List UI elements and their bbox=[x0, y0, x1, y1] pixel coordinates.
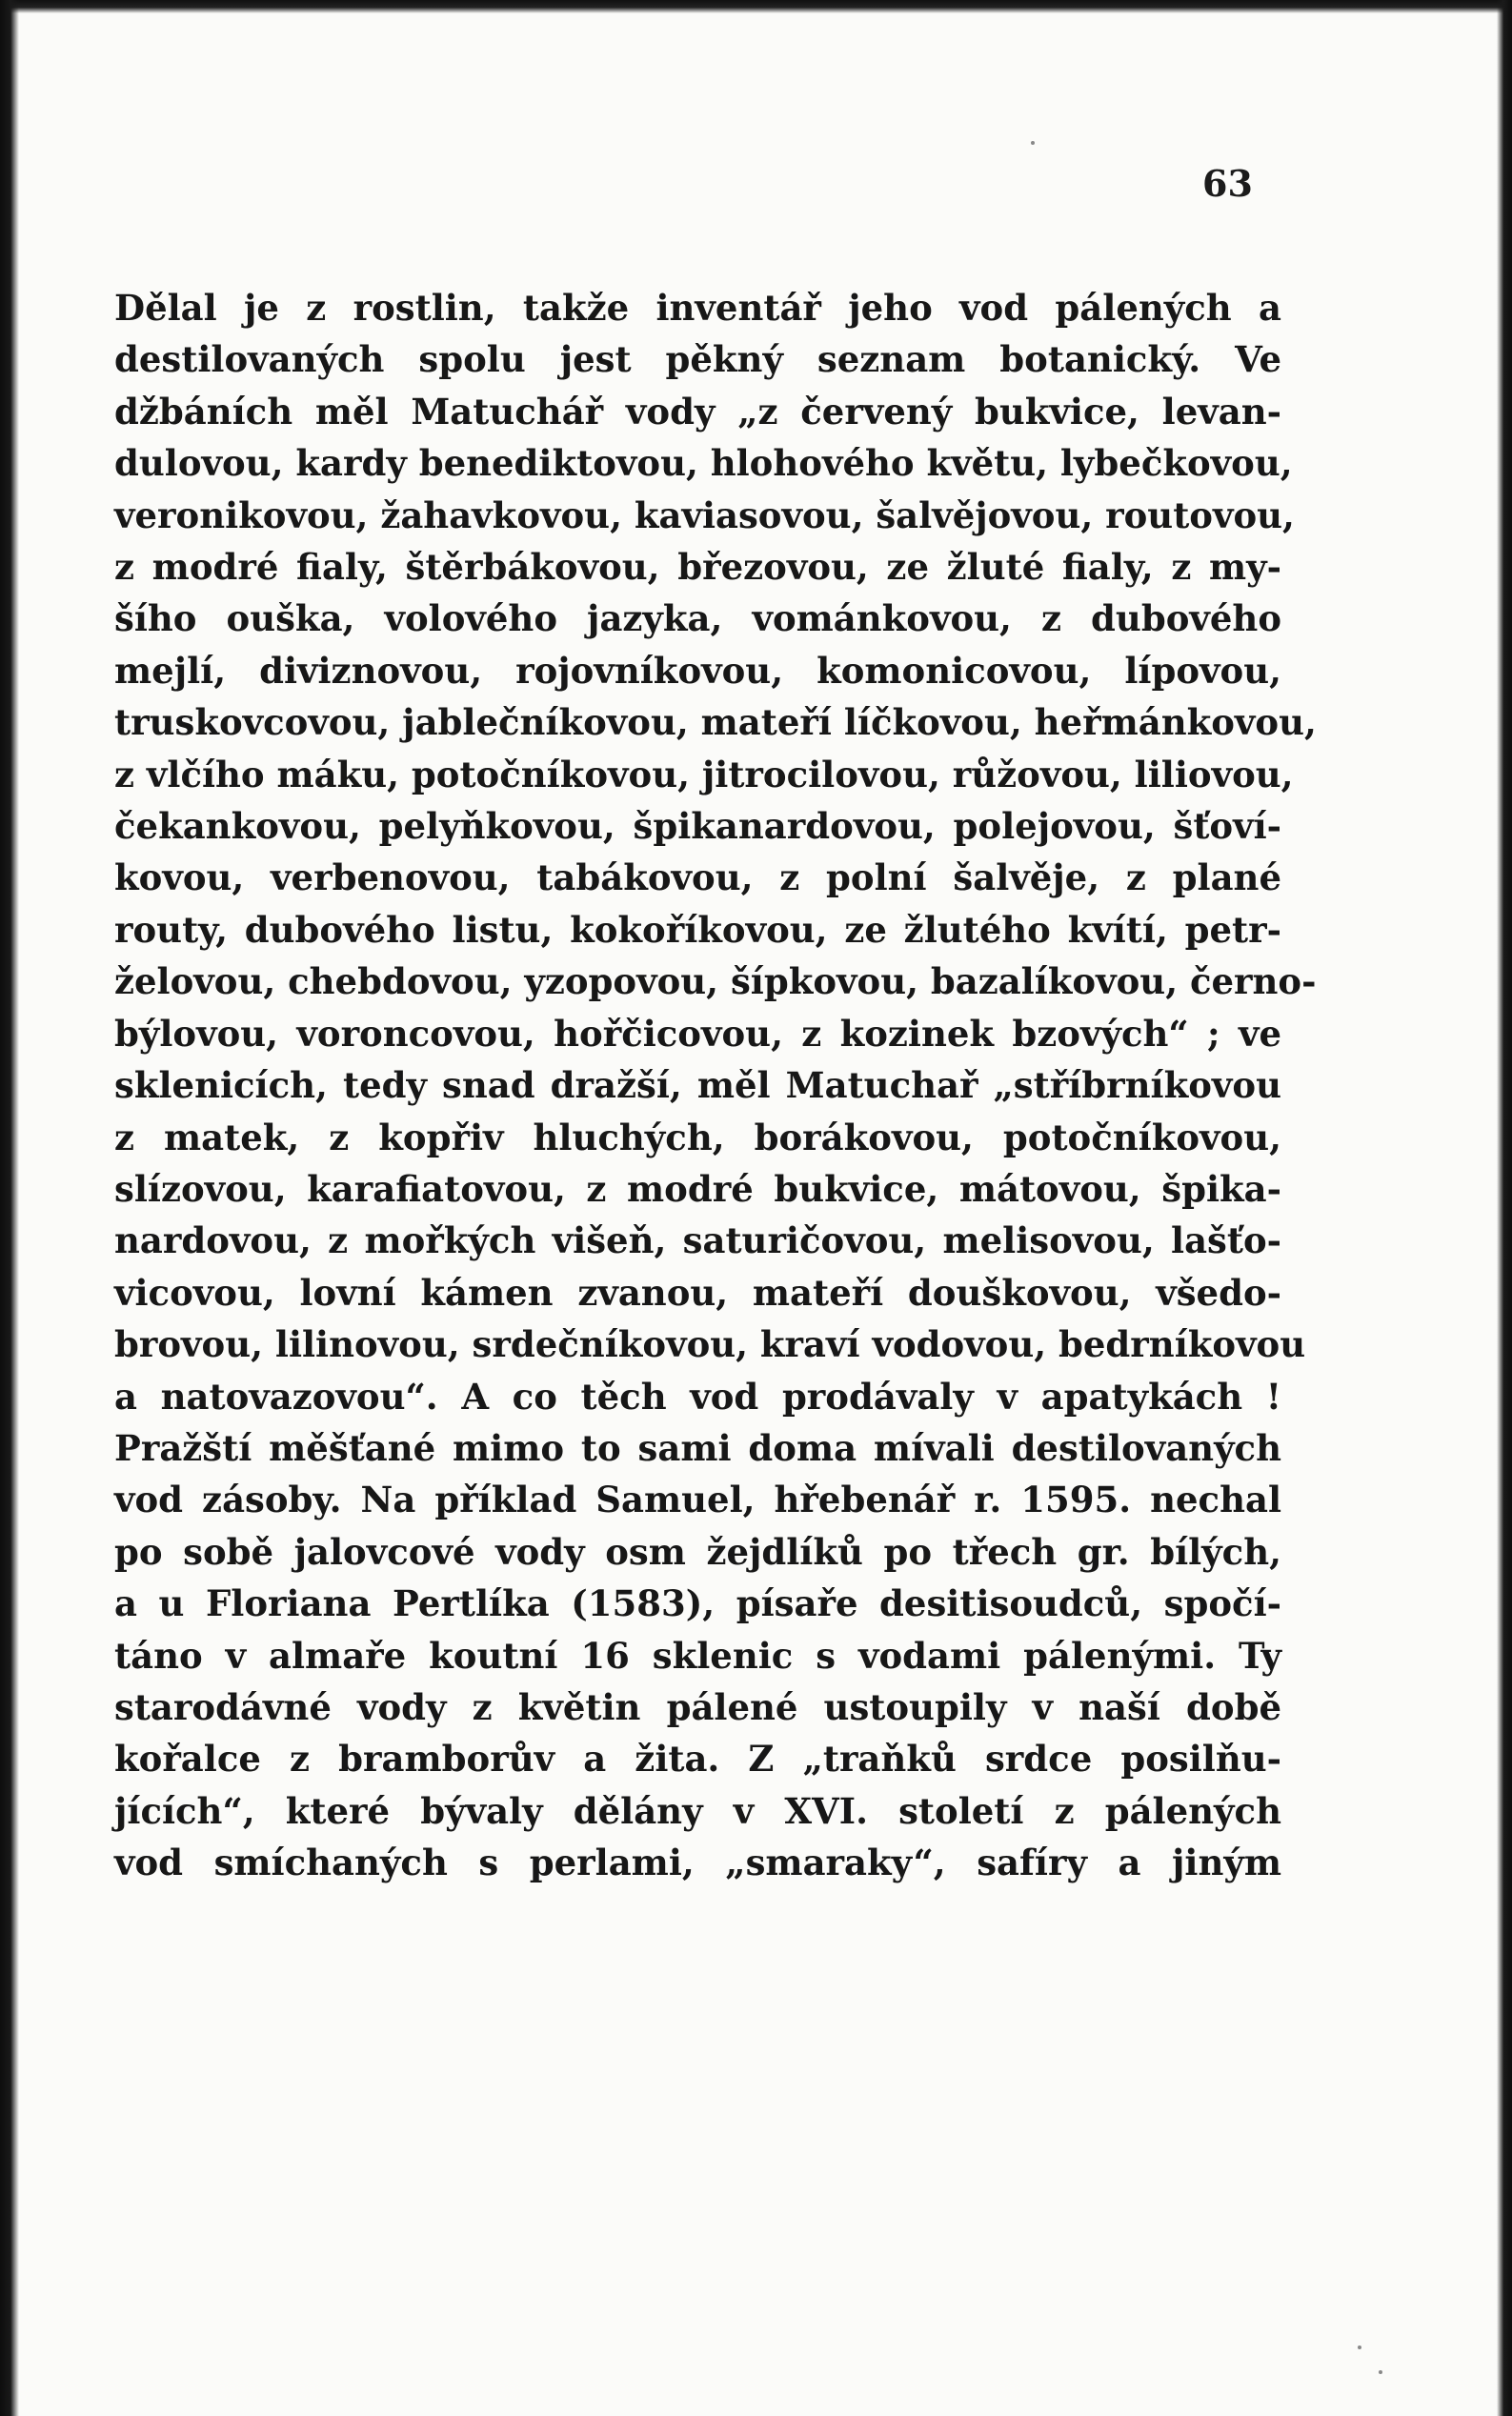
text-line: Dělal je z rostlin, takže inventář jeho vod pálených a bbox=[114, 287, 1281, 329]
text-line: starodávné vody z květin pálené ustoupily v naší době bbox=[114, 1685, 1281, 1728]
scan-edge-top bbox=[0, 0, 1512, 13]
text-line: brovou, lilinovou, srdečníkovou, kraví vodovou, bedrníkovou bbox=[114, 1323, 1306, 1366]
text-line: čekankovou, pelyňkovou, špikanardovou, polejovou, šťoví- bbox=[114, 805, 1281, 848]
text-line: slízovou, karafiatovou, z modré bukvice, mátovou, špika- bbox=[114, 1167, 1281, 1210]
text-line: kovou, verbenovou, tabákovou, z polní šalvěje, z plané bbox=[114, 856, 1281, 899]
text-line: nardovou, z mořkých višeň, saturičovou, melisovou, lašťo- bbox=[114, 1219, 1281, 1262]
dust-speck bbox=[1031, 141, 1035, 145]
text-line: dulovou, kardy benediktovou, hlohového květu, lybečkovou, bbox=[114, 442, 1293, 485]
text-line: veronikovou, žahavkovou, kaviasovou, šalvějovou, routovou, bbox=[114, 493, 1295, 536]
scan-edge-left bbox=[0, 0, 19, 2416]
text-line: Pražští měšťané mimo to sami doma mívali destilovaných bbox=[114, 1426, 1281, 1469]
scan-edge-right bbox=[1497, 0, 1512, 2416]
text-line: truskovcovou, jablečníkovou, mateří líčkovou, heřmánkovou, bbox=[114, 701, 1317, 744]
body-text bbox=[114, 282, 1317, 1889]
text-line: a u Floriana Pertlíka (1583), písaře desitisoudců, spočí- bbox=[114, 1582, 1281, 1625]
text-line: vicovou, lovní kámen zvanou, mateří douškovou, všedo- bbox=[114, 1271, 1281, 1314]
text-line: džbáních měl Matuchář vody „z červený bukvice, levan- bbox=[114, 390, 1281, 433]
text-line: routy, dubového listu, kokoříkovou, ze žlutého kvítí, petr- bbox=[114, 908, 1281, 951]
text-line: želovou, chebdovou, yzopovou, šípkovou, bazalíkovou, černo- bbox=[114, 960, 1317, 1003]
text-line: šího ouška, volového jazyka, vománkovou, z dubového bbox=[114, 597, 1281, 640]
text-line: táno v almaře koutní 16 sklenic s vodami pálenými. Ty bbox=[114, 1634, 1281, 1677]
text-line: vod smíchaných s perlami, „smaraky“, safíry a jiným bbox=[114, 1842, 1281, 1884]
dust-speck bbox=[1358, 2346, 1361, 2349]
text-line: kořalce z bramborův a žita. Z „traňků srdce posilňu- bbox=[114, 1738, 1281, 1781]
text-line: z matek, z kopřiv hluchých, borákovou, potočníkovou, bbox=[114, 1116, 1281, 1158]
text-line: jících“, které bývaly dělány v XVI. století z pálených bbox=[114, 1789, 1281, 1832]
text-line: z modré fialy, štěrbákovou, březovou, ze žluté fialy, z my- bbox=[114, 546, 1281, 589]
text-line: destilovaných spolu jest pěkný seznam botanický. Ve bbox=[114, 338, 1281, 381]
text-line: mejlí, diviznovou, rojovníkovou, komonicovou, lípovou, bbox=[114, 649, 1281, 692]
page-number: 63 bbox=[1202, 162, 1253, 205]
text-line: a natovazovou“. A co těch vod prodávaly v apatykách ! bbox=[114, 1375, 1281, 1418]
text-line: vod zásoby. Na příklad Samuel, hřebenář r. 1595. nechal bbox=[114, 1479, 1281, 1521]
text-line: býlovou, voroncovou, hořčicovou, z kozinek bzových“ ; ve bbox=[114, 1012, 1281, 1055]
text-line: po sobě jalovcové vody osm žejdlíků po třech gr. bílých, bbox=[114, 1530, 1281, 1573]
text-line: z vlčího máku, potočníkovou, jitrocilovou, růžovou, liliovou, bbox=[114, 753, 1294, 795]
dust-speck bbox=[1379, 2370, 1382, 2374]
text-line: sklenicích, tedy snad dražší, měl Matuchař „stříbrníkovou bbox=[114, 1064, 1281, 1107]
